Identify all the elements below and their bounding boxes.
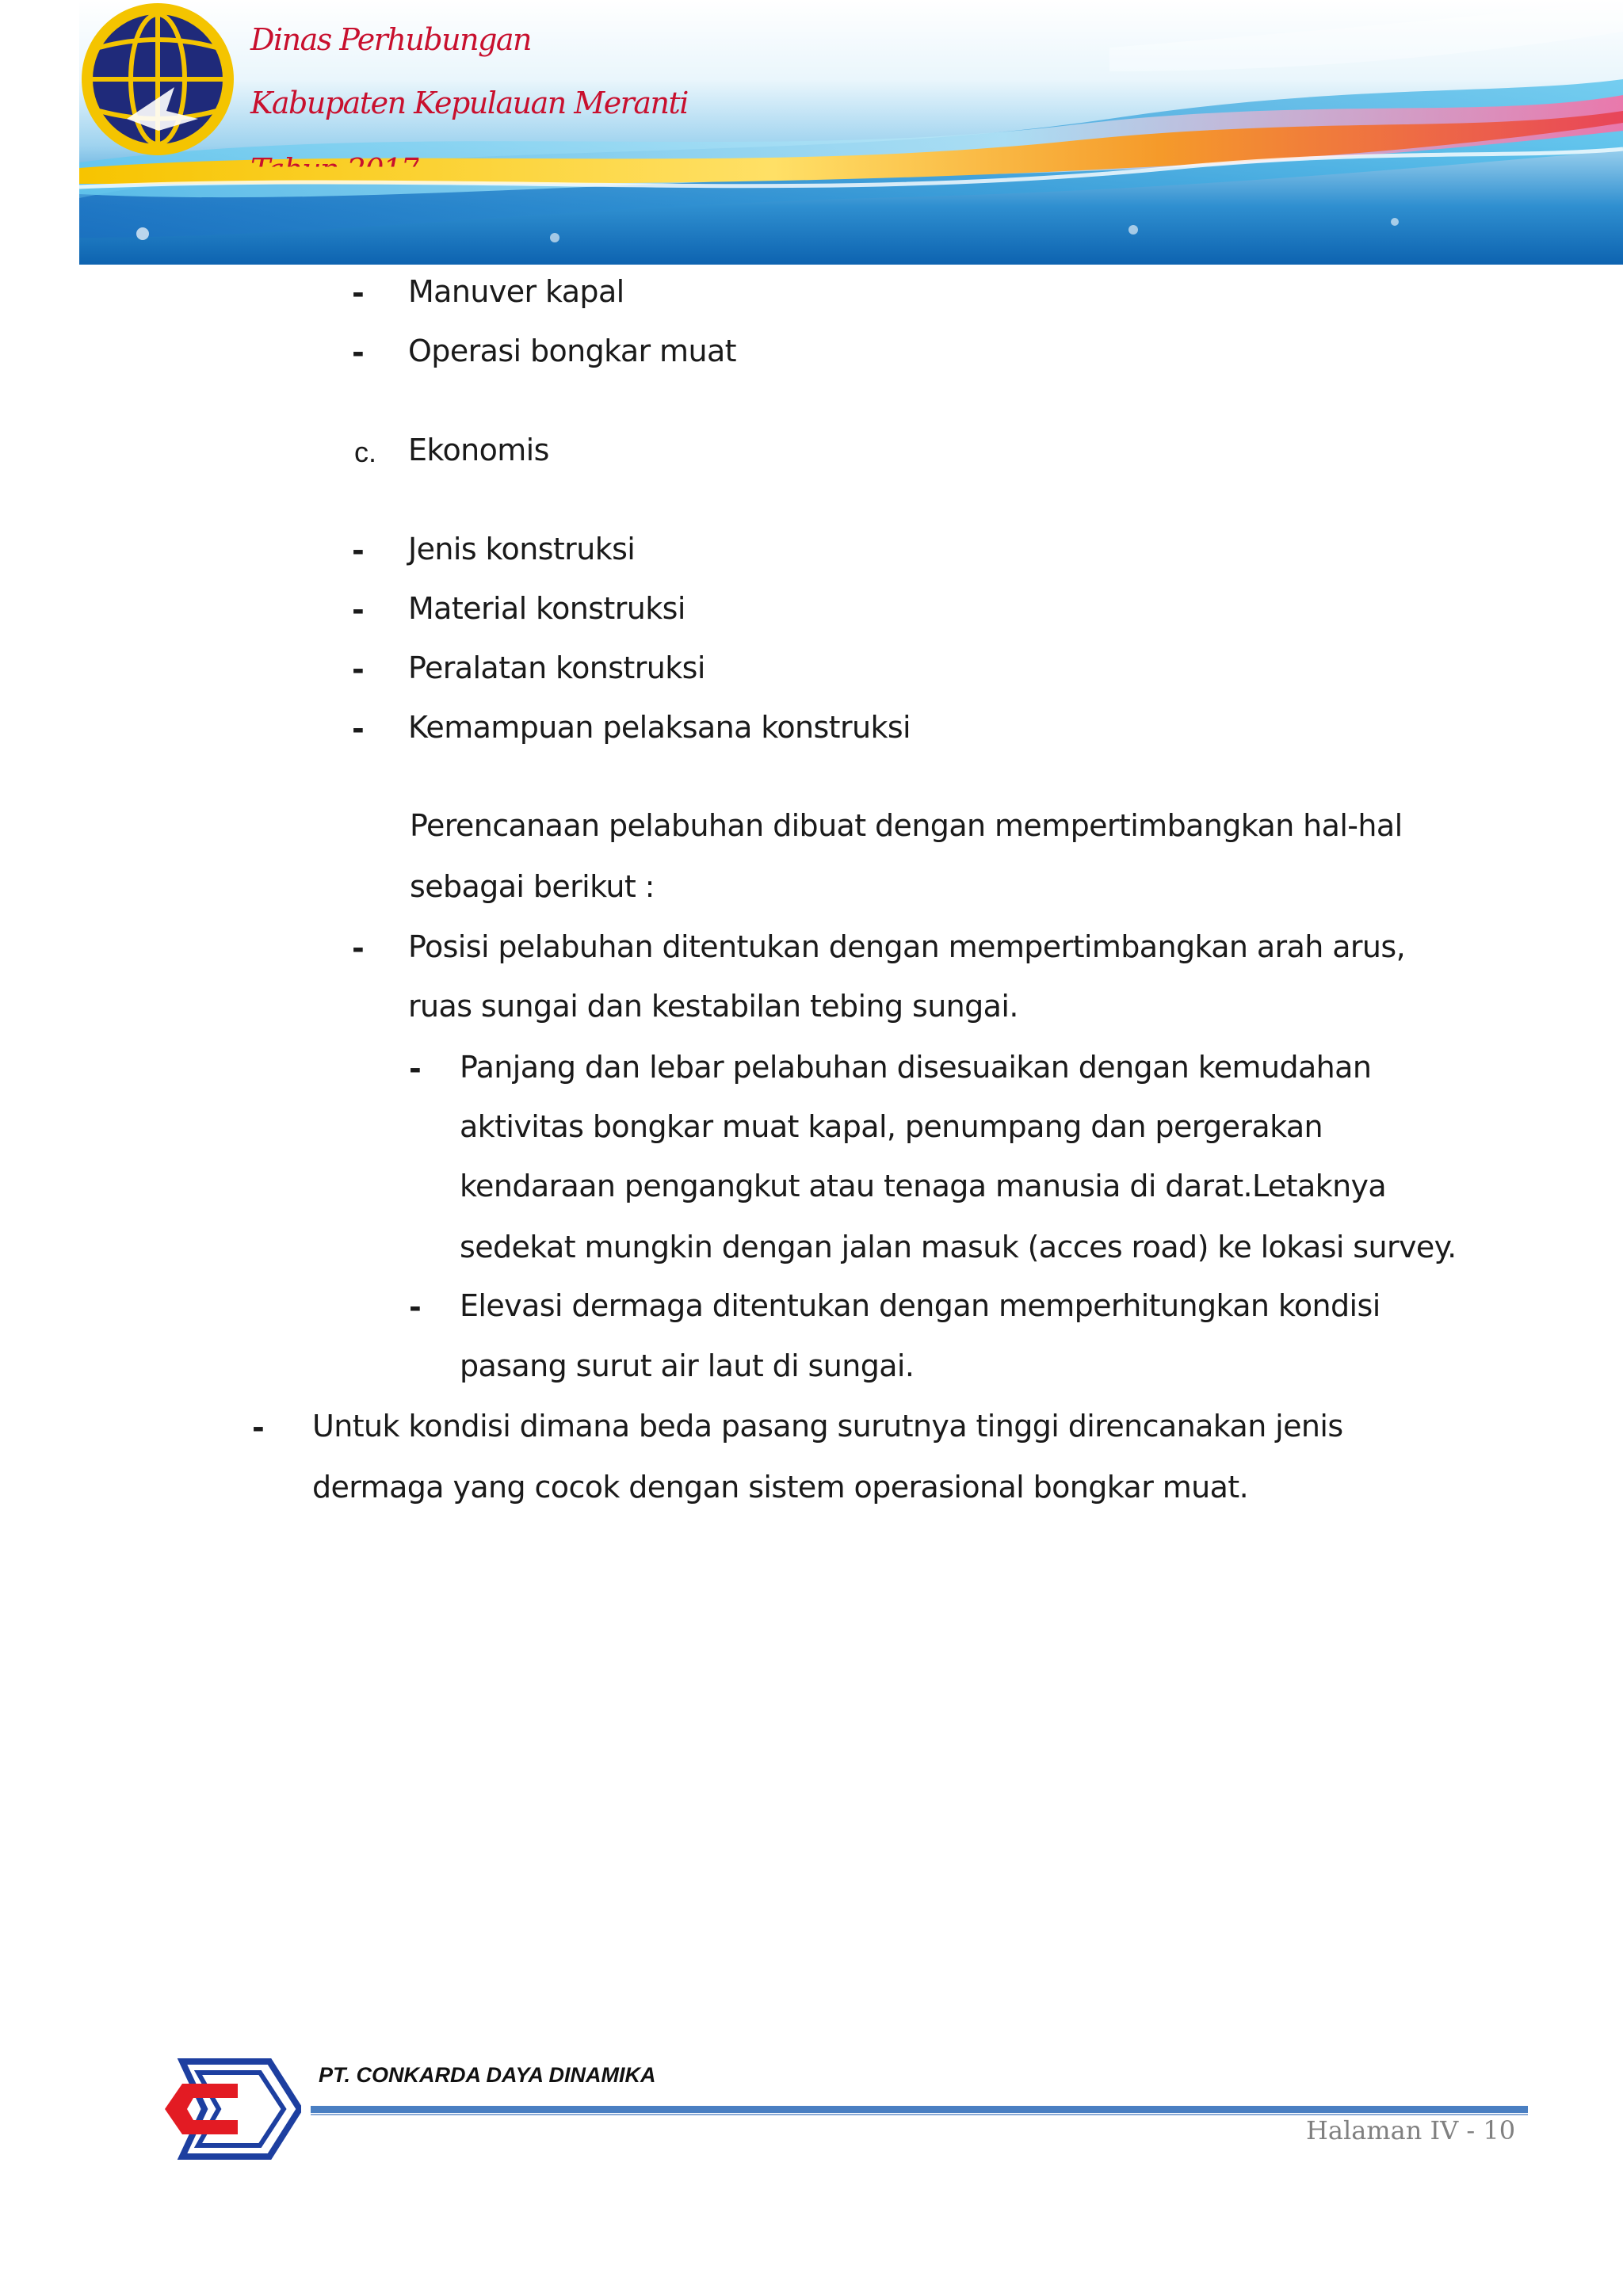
footer-rule	[311, 2106, 1528, 2113]
list-item: Kemampuan pelaksana konstruksi	[408, 710, 911, 745]
paragraph-line: sebagai berikut :	[410, 869, 655, 904]
list-bullet: -	[352, 711, 365, 746]
paragraph-line: sedekat mungkin dengan jalan masuk (acces road) ke lokasi survey.	[460, 1230, 1457, 1264]
list-bullet: -	[352, 335, 365, 370]
list-item: Peralatan konstruksi	[408, 650, 705, 685]
list-bullet: -	[352, 593, 365, 627]
list-bullet: -	[409, 1290, 422, 1325]
conkarda-company-logo	[158, 2055, 301, 2163]
list-item: Manuver kapal	[408, 274, 624, 309]
company-name: PT. CONKARDA DAYA DINAMIKA	[319, 2063, 656, 2087]
paragraph-line: pasang surut air laut di sungai.	[460, 1348, 915, 1383]
paragraph-line: aktivitas bongkar muat kapal, penumpang dan pergerakan	[460, 1109, 1323, 1144]
list-bullet: -	[409, 1051, 422, 1086]
header-agency-name: Dinas Perhubungan	[250, 22, 532, 57]
paragraph-line: Perencanaan pelabuhan dibuat dengan mempertimbangkan hal-hal	[410, 808, 1403, 843]
list-bullet: -	[352, 931, 365, 966]
page-number: Halaman IV - 10	[1306, 2115, 1516, 2145]
list-bullet: -	[352, 533, 365, 568]
section-title: Ekonomis	[408, 433, 549, 467]
paragraph-line: Untuk kondisi dimana beda pasang surutnya tinggi direncanakan jenis	[312, 1409, 1343, 1444]
paragraph-line: Elevasi dermaga ditentukan dengan memperhitungkan kondisi	[460, 1288, 1381, 1323]
list-bullet: -	[352, 652, 365, 687]
paragraph-line: dermaga yang cocok dengan sistem operasional bongkar muat.	[312, 1470, 1249, 1505]
dinas-perhubungan-logo	[79, 0, 236, 158]
paragraph-line: Panjang dan lebar pelabuhan disesuaikan dengan kemudahan	[460, 1050, 1372, 1085]
paragraph-line: Posisi pelabuhan ditentukan dengan mempertimbangkan arah arus,	[408, 929, 1406, 964]
paragraph-line: ruas sungai dan kestabilan tebing sungai.	[408, 989, 1018, 1024]
header-regency-name: Kabupaten Kepulauan Meranti	[250, 86, 688, 120]
list-item: Jenis konstruksi	[408, 532, 636, 566]
section-marker: c.	[354, 436, 377, 468]
list-item: Operasi bongkar muat	[408, 334, 736, 368]
paragraph-line: kendaraan pengangkut atau tenaga manusia di darat.Letaknya	[460, 1169, 1387, 1203]
list-item: Material konstruksi	[408, 591, 685, 626]
list-bullet: -	[252, 1410, 265, 1445]
list-bullet: -	[352, 276, 365, 311]
